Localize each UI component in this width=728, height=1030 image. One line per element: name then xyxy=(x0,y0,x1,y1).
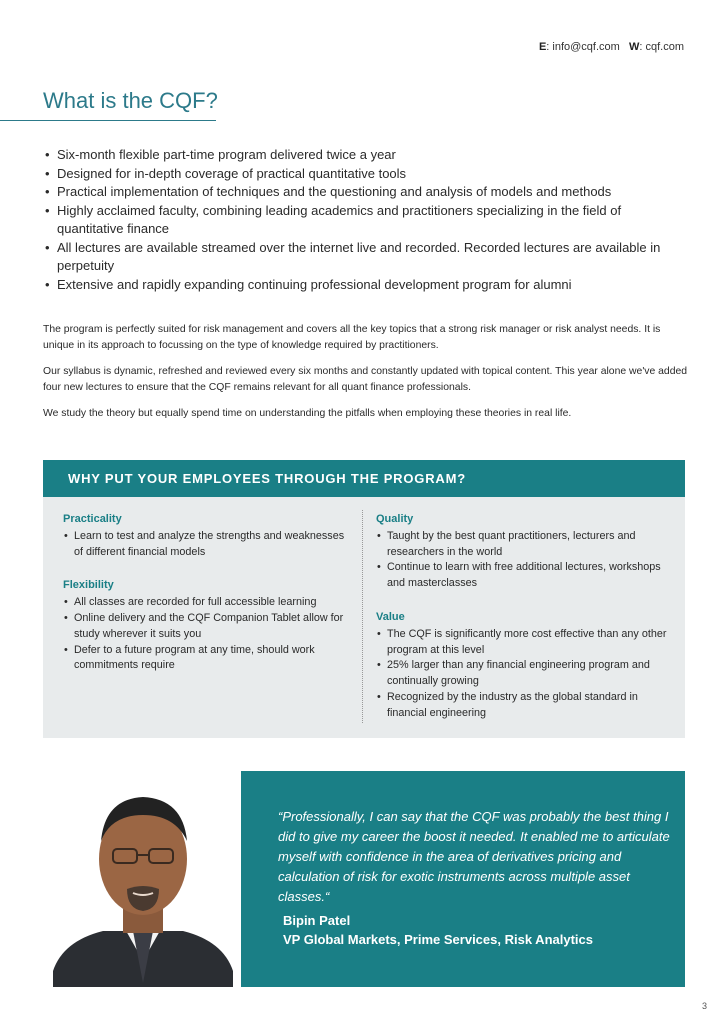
list-item: • Learn to test and analyze the strengths and weaknesses of different financial models xyxy=(63,529,348,561)
author-role: VP Global Markets, Prime Services, Risk Analytics xyxy=(283,932,593,947)
feature-item: • Six-month flexible part-time program delivered twice a year xyxy=(45,146,685,165)
email-value[interactable]: : info@cqf.com xyxy=(546,41,620,53)
list-item: • Continue to learn with free additional lectures, workshops and masterclasses xyxy=(376,560,671,592)
list-item: • 25% larger than any financial engineering program and continually growing xyxy=(376,658,671,690)
list-item: • Online delivery and the CQF Companion Tablet allow for study wherever it suits you xyxy=(63,611,348,643)
author-name: Bipin Patel xyxy=(283,913,351,928)
section-heading-flexibility: Flexibility xyxy=(63,579,114,592)
section-heading-quality: Quality xyxy=(376,513,414,525)
list-item: • All classes are recorded for full accessible learning xyxy=(63,595,348,611)
feature-item: • Extensive and rapidly expanding continuing professional development program for alumni xyxy=(45,276,685,295)
title-underline xyxy=(0,120,216,121)
testimonial-author xyxy=(283,911,593,949)
box-header xyxy=(43,460,685,497)
web-label: W xyxy=(628,41,640,53)
feature-item: • Designed for in-depth coverage of practical quantitative tools xyxy=(45,165,685,184)
portrait-illustration xyxy=(43,771,241,987)
list-item: • Recognized by the industry as the global standard in financial engineering xyxy=(376,690,671,722)
box-heading: WHY PUT YOUR EMPLOYEES THROUGH THE PROGRAM? xyxy=(68,471,466,486)
feature-item: • Practical implementation of techniques and the questioning and analysis of models and methods xyxy=(45,183,685,202)
flexibility-list xyxy=(63,595,348,674)
testimonial-photo xyxy=(43,771,241,987)
practicality-list xyxy=(63,529,348,561)
web-value[interactable]: : cqf.com xyxy=(639,41,684,53)
value-list xyxy=(376,627,671,722)
quality-list xyxy=(376,529,671,592)
employees-box xyxy=(43,460,685,738)
section-heading-practicality: Practicality xyxy=(63,513,122,525)
column-divider xyxy=(362,510,363,723)
paragraph: Our syllabus is dynamic, refreshed and reviewed every six months and constantly updated with topical content. This year alone we've added four new lectures to ensure that the CQF remains relevant for all quant finance professionals. xyxy=(43,366,688,393)
right-column xyxy=(376,512,671,722)
feature-item: • Highly acclaimed faculty, combining leading academics and practitioners specializing in the field of quantitative finance xyxy=(45,202,685,239)
left-column xyxy=(63,512,348,674)
page-number: 3 xyxy=(701,1001,707,1011)
contact-info xyxy=(539,41,684,53)
section-heading-value: Value xyxy=(376,610,405,623)
list-item: • The CQF is significantly more cost effective than any other program at this level xyxy=(376,627,671,659)
testimonial-quote: “Professionally, I can say that the CQF was probably the best thing I did to give my career the boost it needed. It enabled me to articulate myself with confidence in the area of derivatives pricing and calculation of risk for exotic instruments across multiple asset classes.“ xyxy=(278,809,670,904)
intro-paragraphs xyxy=(43,322,693,432)
list-item: • Defer to a future program at any time, should work commitments require xyxy=(63,643,348,675)
email-label: E xyxy=(538,41,547,53)
list-item: • Taught by the best quant practitioners, lecturers and researchers in the world xyxy=(376,529,671,561)
feature-list xyxy=(45,146,685,294)
page-title: What is the CQF? xyxy=(43,88,218,113)
paragraph: We study the theory but equally spend time on understanding the pitfalls when employing these theories in real life. xyxy=(43,408,572,419)
paragraph: The program is perfectly suited for risk management and covers all the key topics that a strong risk manager or risk analyst needs. It is unique in its approach to focussing on the type of knowledge required by practitioners. xyxy=(43,324,661,351)
feature-item: • All lectures are available streamed over the internet live and recorded. Recorded lectures are available in perpetuity xyxy=(45,239,685,276)
